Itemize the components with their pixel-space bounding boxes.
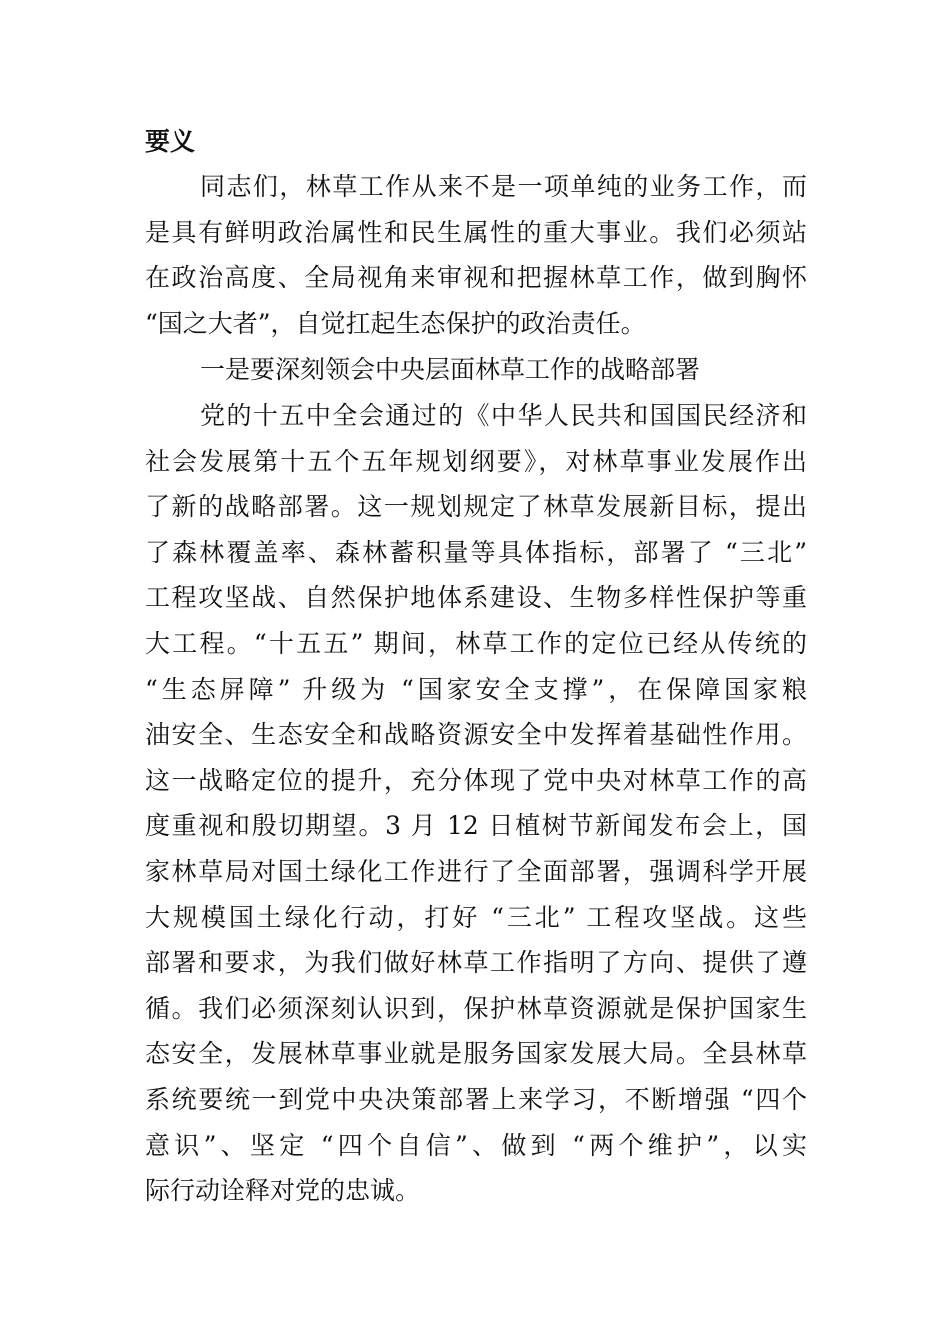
paragraph-line: “国之大者”，自觉扛起生态保护的政治责任。 [145, 309, 646, 338]
subheading-line: 一是要深刻领会中央层面林草工作的战略部署 [200, 355, 701, 384]
paragraph-line: 社会发展第十五个五年规划纲要》，对林草事业发展作出 [145, 447, 807, 476]
paragraph-line: 家林草局对国土绿化工作进行了全面部署，强调科学开展 [145, 857, 807, 886]
paragraph-line: 意识”、坚定 “四个自信”、做到 “两个维护”，以实 [145, 1131, 807, 1160]
paragraph-line: 这一战略定位的提升，充分体现了党中央对林草工作的高 [145, 766, 807, 795]
paragraph-line: 度重视和殷切期望。3 月 12 日植树节新闻发布会上，国 [145, 811, 807, 840]
paragraph-line: “生态屏障” 升级为 “国家安全支撑”，在保障国家粮 [145, 675, 807, 704]
paragraph-line: 大规模国土绿化行动，打好 “三北” 工程攻坚战。这些 [145, 903, 807, 932]
paragraph-line: 循。我们必须深刻认识到，保护林草资源就是保护国家生 [145, 994, 807, 1023]
paragraph-line: 系统要统一到党中央决策部署上来学习，不断增强 “四个 [145, 1085, 807, 1114]
paragraph-line: 大工程。“十五五” 期间，林草工作的定位已经从传统的 [145, 629, 807, 658]
paragraph-line: 工程攻坚战、自然保护地体系建设、生物多样性保护等重 [145, 583, 807, 612]
paragraph-line: 态安全，发展林草事业就是服务国家发展大局。全县林草 [145, 1039, 807, 1068]
paragraph-line: 党的十五中全会通过的《中华人民共和国国民经济和 [200, 401, 807, 430]
paragraph-line: 部署和要求，为我们做好林草工作指明了方向、提供了遵 [145, 948, 807, 977]
section-heading: 要义 [145, 127, 196, 156]
paragraph-line: 际行动诠释对党的忠诚。 [145, 1176, 421, 1205]
paragraph-line: 了新的战略部署。这一规划规定了林草发展新目标，提出 [145, 492, 807, 521]
paragraph-line: 了森林覆盖率、森林蓄积量等具体指标，部署了 “三北” [145, 538, 807, 567]
paragraph-line: 油安全、生态安全和战略资源安全中发挥着基础性作用。 [145, 720, 807, 749]
paragraph-line: 在政治高度、全局视角来审视和把握林草工作，做到胸怀 [145, 263, 807, 292]
paragraph-line: 同志们，林草工作从来不是一项单纯的业务工作，而 [200, 172, 807, 201]
paragraph-line: 是具有鲜明政治属性和民生属性的重大事业。我们必须站 [145, 218, 807, 247]
